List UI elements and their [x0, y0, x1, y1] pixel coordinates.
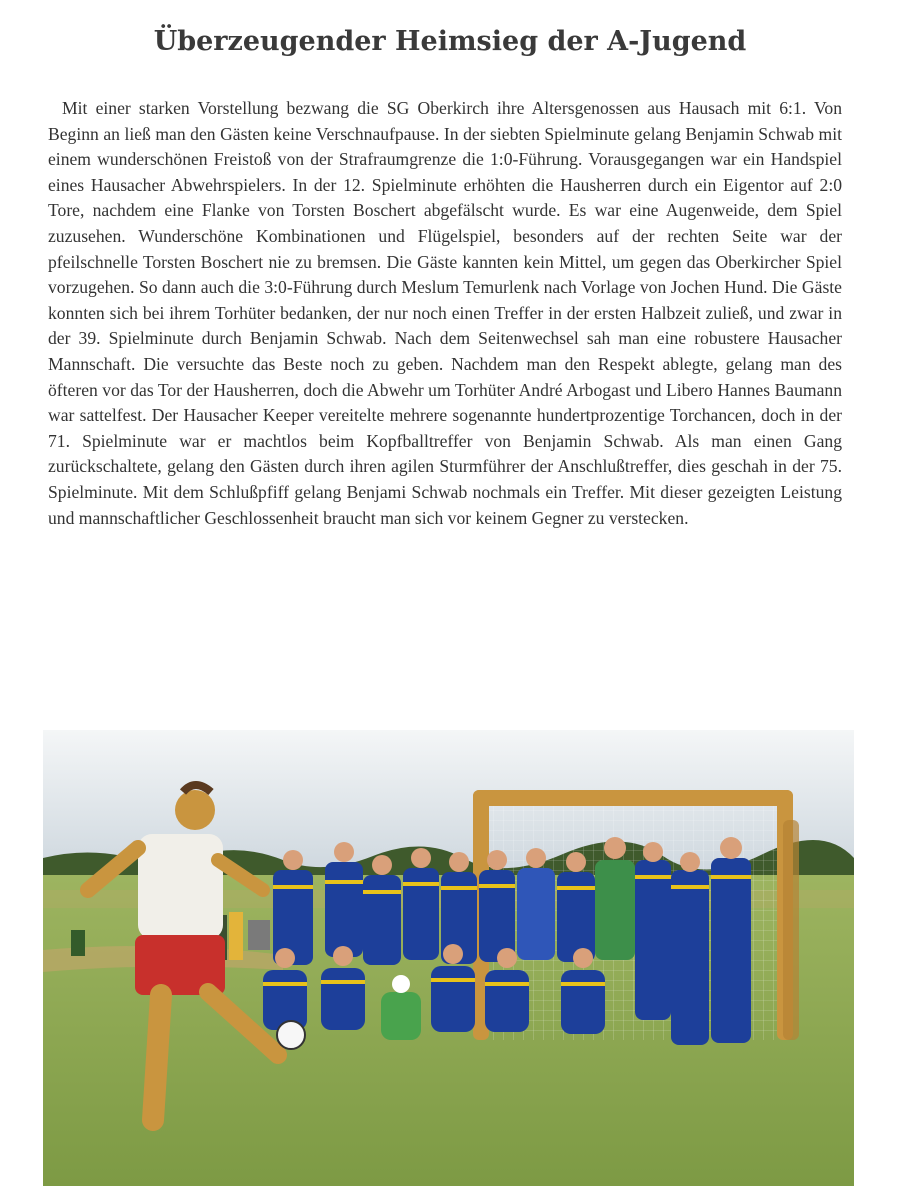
article-headline: Überzeugender Heimsieg der A-Jugend — [153, 26, 747, 57]
article-body: Mit einer starken Vorstellung bezwang die SG Oberkirch ihre Altersgenossen aus Hausach mit 6:1. Von Beginn an ließ man den Gästen keine Verschnaufpause. In der siebten Spielminute gelang Benjamin Schwab mit einem wunderschönen Freistoß von der Strafraumgrenze die 1:0-Führung. Vorausgegangen war ein Handspiel eines Hausacher Abwehrspielers. In der 12. Spielminute erhöhten die Hausherren durch ein Eigentor auf 2:0 Tore, nachdem eine Flanke von Torsten Boschert abgefälscht wurde. Es war eine Augenweide, dem Spiel zuzusehen. Wunderschöne Kombinationen und Flügelspiel, besonders auf der rechten Seite war der pfeilschnelle Torsten Boschert nie zu bremsen. Die Gäste kannten kein Mittel, um gegen das Oberkircher Spiel vorzugehen. So dann auch die 3:0-Führung durch Meslum Temurlenk nach Vorlage von Jochen Hund. Die Gäste konnten sich bei ihrem Torhüter bedanken, der nur noch einen Treffer in der ersten Halbzeit zuließ, und zwar in der 39. Spielminute durch Benjamin Schwab. Nach dem Seitenwechsel sah man eine robustere Hausacher Mannschaft. Die versuchte das Beste noch zu geben. Nachdem man den Respekt ablegte, gelang man des öfteren vor das Tor der Hausherren, doch die Abwehr um Torhüter André Arbogast und Libero Hannes Baumann war sattelfest. Der Hausacher Keeper vereitelte mehrere sogenannte hundertprozentige Torchancen, doch in der 71. Spielminute war er machtlos beim Kopfballtreffer von Benjamin Schwab. Als man einen Gang zurückschaltete, gelang den Gästen durch ihren agilen Sturmführer der Anschlußtreffer, dies geschah in der 75. Spielminute. Mit dem Schlußpfiff gelang Benjami Schwab nochmals ein Treffer. Mit dieser gezeigten Leistung und mannschaftlicher Geschlossenheit braucht man sich vor keinem Gegner zu verstecken. — [48, 98, 842, 528]
team-photo — [43, 730, 854, 1186]
